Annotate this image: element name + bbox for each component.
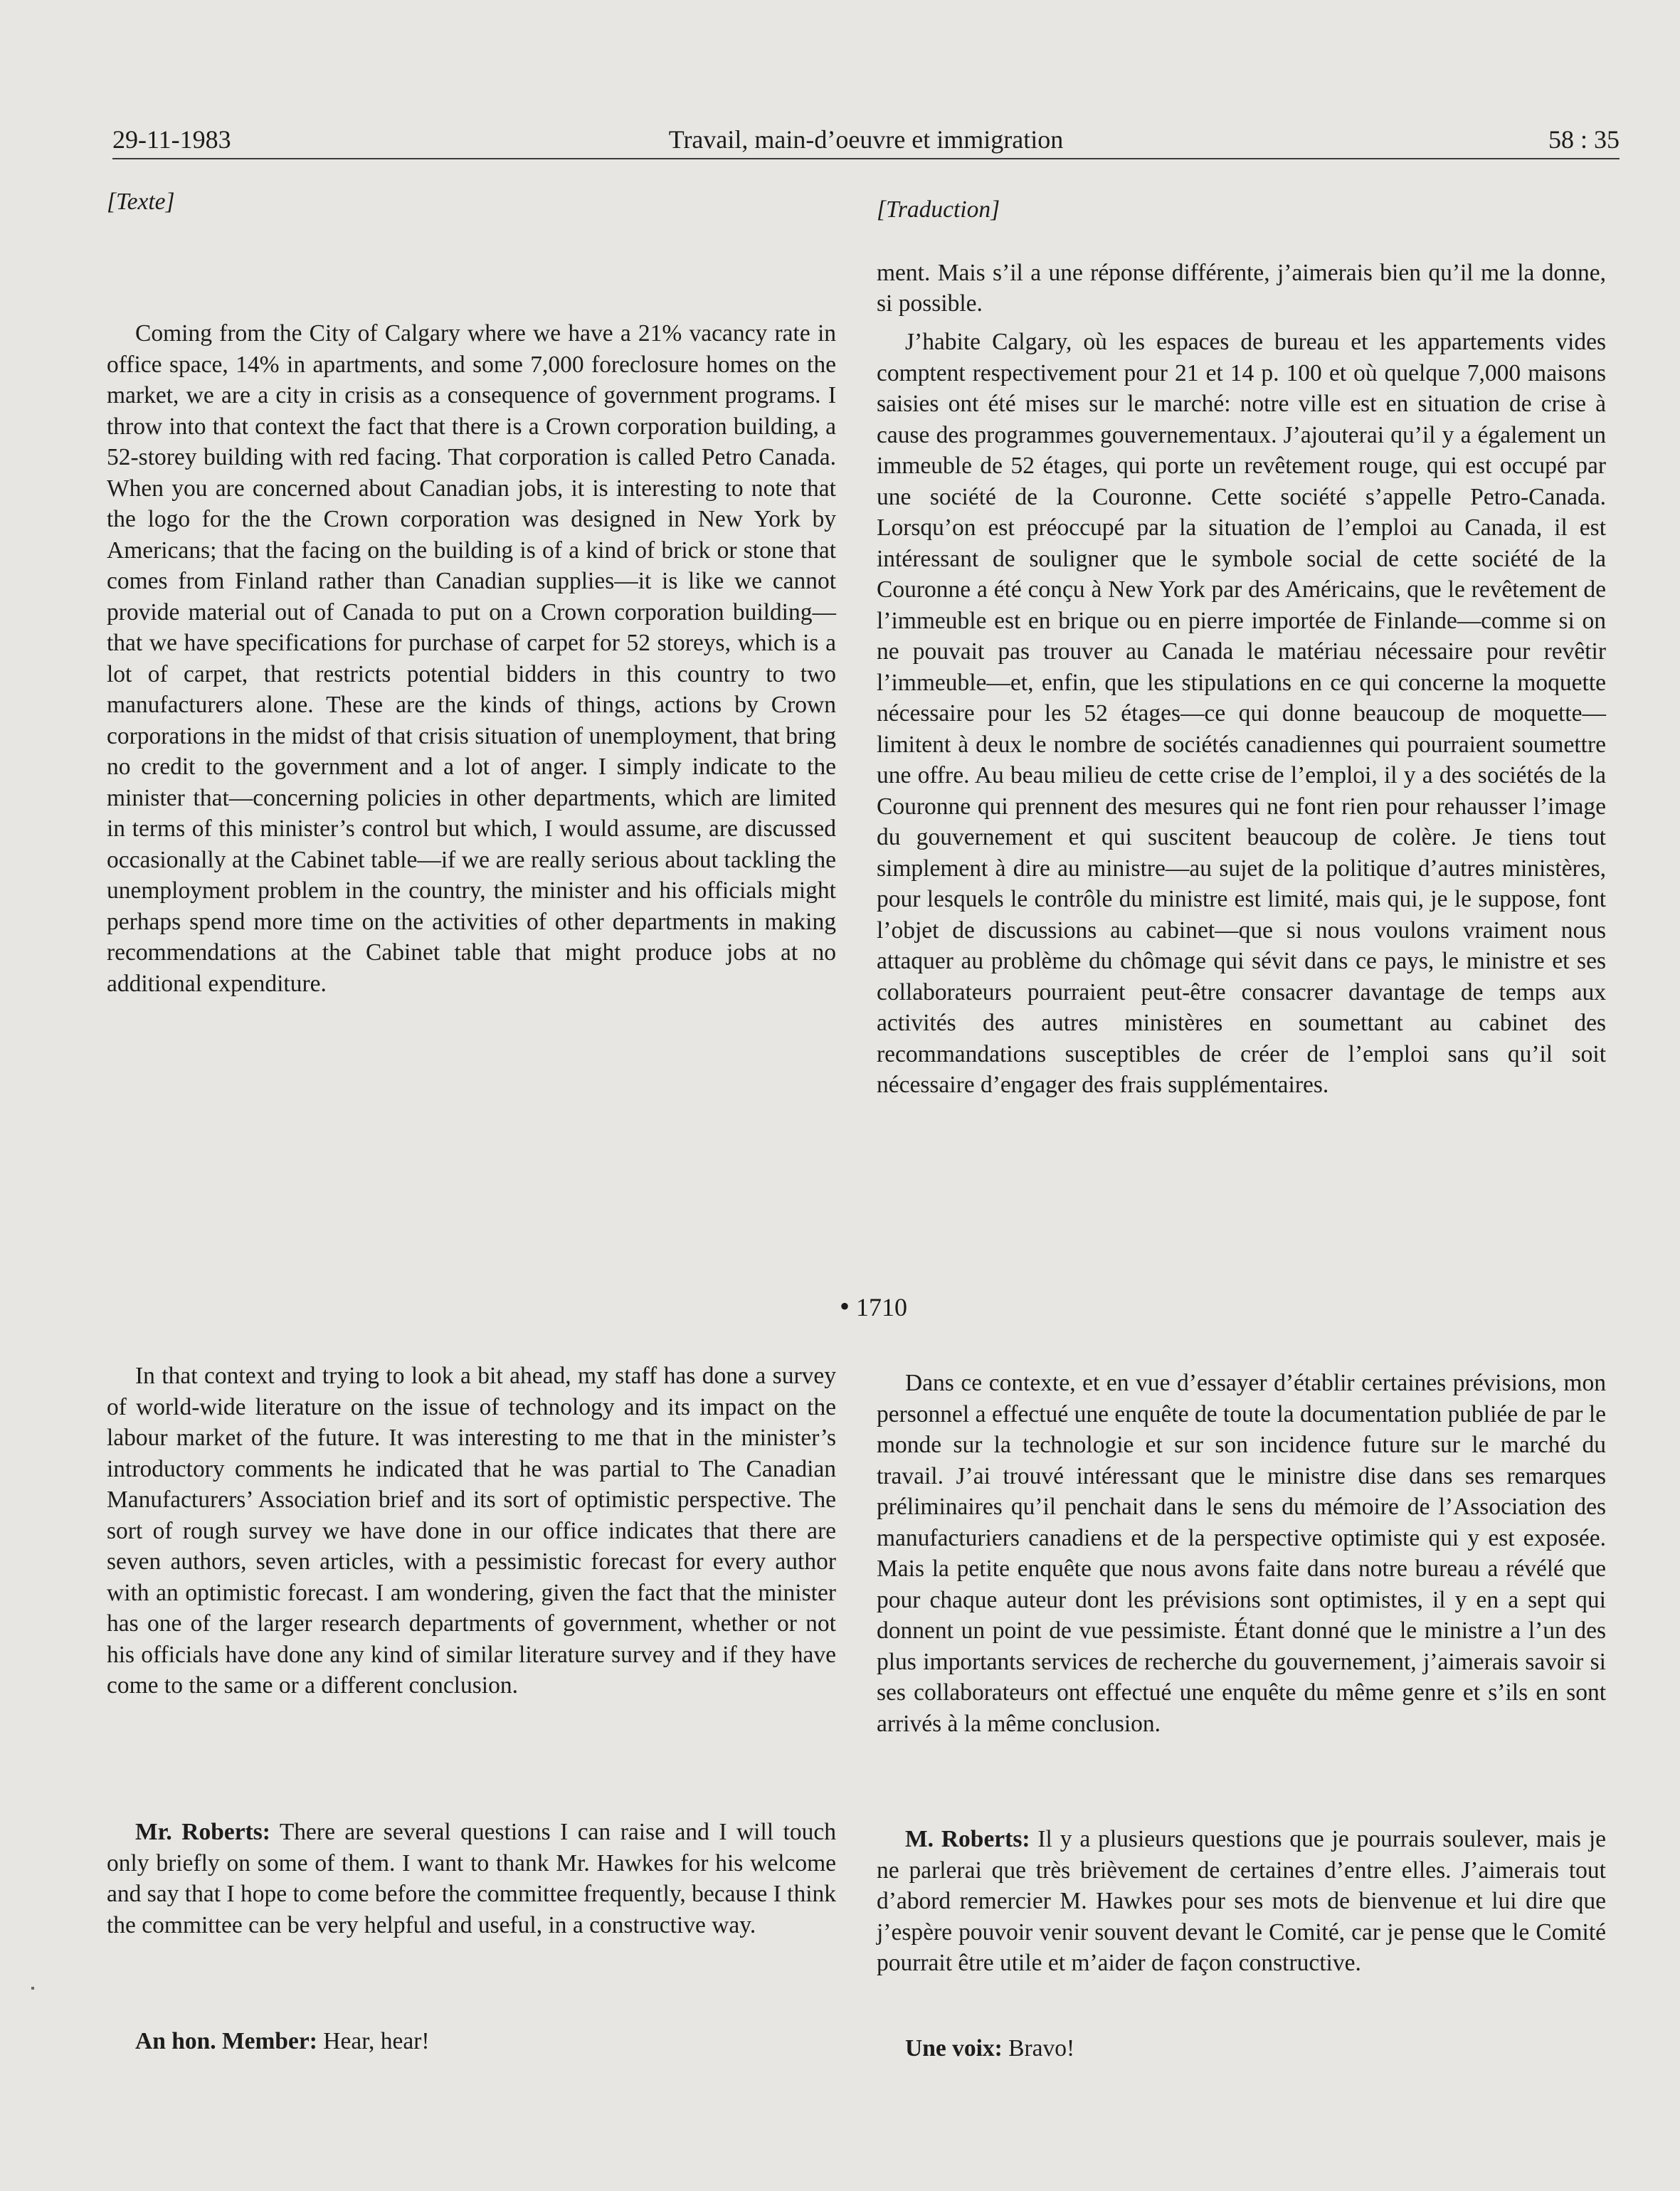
speaker-text: Hear, hear! <box>323 2028 430 2054</box>
header-rule <box>112 158 1620 159</box>
page-header <box>112 121 1620 158</box>
right-column-label: [Traduction] <box>877 196 1000 223</box>
left-paragraph-2: In that context and trying to look a bit ahead, my staff has done a survey of world-wide literature on the issue of technology and its impact on the labour market of the future. It was interesting to me that in the minister’s introductory comments he indicated that he was partial to The Canadian Manufacturers’ Association brief and its sort of optimistic perspective. The sort of rough survey we have done in our office indicates that there are seven authors, seven articles, with a pessimistic forecast for every author with an optimistic forecast. I am wondering, given the fact that the minister has one of the larger research departments of government, whether or not his officials have done any kind of similar literature survey and if they have come to the same or a different conclusion. <box>107 1363 836 1699</box>
header-page-number: 58 : 35 <box>1548 125 1620 154</box>
left-speaker-1-paragraph <box>107 1817 836 1941</box>
margin-mark <box>31 1987 34 1990</box>
right-speaker-2-paragraph <box>877 2033 1606 2064</box>
bullet-icon: • <box>839 1290 850 1322</box>
left-paragraph-1: Coming from the City of Calgary where we have a 21% vacancy rate in office space, 14% in apartments, and some 7,000 foreclosure homes on the market, we are a city in crisis as a consequence of government programs. I throw into that context the fact that there is a Crown corporation building, a 52-storey building with red facing. That corporation is called Petro Canada. When you are concerned about Canadian jobs, it is interesting to note that the logo for the the Crown corporation was designed in New York by Americans; that the facing on the building is of a kind of brick or stone that comes from Finland rather than Canadian supplies—it is like we cannot provide material out of Canada to put on a Crown corporation building—that we have specifications for purchase of carpet for 52 storeys, which is a lot of carpet, that restricts potential bidders in this country to two manufacturers alone. These are the kinds of things, actions by Crown corporations in the midst of that crisis situation of unemployment, that bring no credit to the government and a lot of anger. I simply indicate to the minister that—concerning policies in other departments, which are limited in terms of this minister’s control but which, I would assume, are discussed occasionally at the Cabinet table—if we are really serious about tackling the unemployment problem in the country, the minister and his officials might perhaps spend more time on the activities of other departments in making recommendations at the Cabinet table that might produce jobs at no additional expenditure. <box>107 320 836 997</box>
right-paragraph-0: ment. Mais s’il a une réponse différente, j’aimerais bien qu’il me la donne, si possible. <box>877 259 1606 317</box>
header-title: Travail, main-d’oeuvre et immigration <box>668 125 1064 154</box>
speaker-name: Mr. Roberts: <box>135 1819 270 1845</box>
speaker-name: An hon. Member: <box>135 2028 317 2054</box>
speaker-name: Une voix: <box>905 2035 1003 2061</box>
speaker-text: Il y a plusieurs questions que je pourrais soulever, mais je ne parlerai que très brièvement de certaines d’entre elles. J’aimerais tout d’abord remercier M. Hawkes pour ses mots de bienvenue et lui dire que j’espère pouvoir venir souvent devant le Comité, car je pense que le Comité pourrait être utile et m’aider de façon constructive. <box>877 1826 1607 1976</box>
time-marker <box>840 1288 907 1326</box>
right-speaker-1-paragraph <box>877 1824 1606 1979</box>
left-speaker-2-paragraph <box>107 2026 836 2057</box>
right-paragraph-2: Dans ce contexte, et en vue d’essayer d’établir certaines prévisions, mon personnel a effectué une enquête de toute la documentation publiée de par le monde sur la technologie et sur son incidence future sur le marché du travail. J’ai trouvé intéressant que le ministre dise dans ses remarques préliminaires qu’il penchait dans le sens du mémoire de l’Association des manufacturiers canadiens et de la perspective optimiste qui y est exposée. Mais la petite enquête que nous avons faite dans notre bureau a révélé que pour chaque auteur dont les prévisions sont optimistes, il y en a sept qui donnent un point de vue pessimiste. Étant donné que le ministre a l’un des plus importants services de recherche du gouvernement, j’aimerais savoir si ses collaborateurs ont effectué une enquête du même genre et s’ils en sont arrivés à la même conclusion. <box>877 1370 1606 1737</box>
left-column-label: [Texte] <box>107 189 175 215</box>
speaker-text: There are several questions I can raise and I will touch only briefly on some of them. I want to thank Mr. Hawkes for his welcome and say that I hope to come before the committee frequently, because I think the committee can be very helpful and useful, in a constructive way. <box>107 1819 836 1938</box>
time-marker-value: 1710 <box>856 1293 907 1321</box>
speaker-text: Bravo! <box>1008 2035 1075 2061</box>
right-paragraph-1: J’habite Calgary, où les espaces de bureau et les appartements vides comptent respectivement pour 21 et 14 p. 100 et où quelque 7,000 maisons saisies ont été mises sur le marché: notre ville est en situation de crise à cause des programmes gouvernementaux. J’ajouterai qu’il y a également un immeuble de 52 étages, qui porte un revêtement rouge, qui est occupé par une société de la Couronne. Cette société s’appelle Petro-Canada. Lorsqu’on est préoccupé par la situation de l’emploi au Canada, il est intéressant de souligner que le symbole social de cette société de la Couronne a été conçu à New York par des Américains, que le revêtement de l’immeuble est en brique ou en pierre importée de Finlande—comme si on ne pouvait pas trouver au Canada le matériau nécessaire pour revêtir l’immeuble—et, enfin, que les stipulations en ce qui concerne la moquette nécessaire pour les 52 étages—ce qui donne beaucoup de moquette—limitent à deux le nombre de sociétés canadiennes qui pourraient soumettre une offre. Au beau milieu de cette crise de l’emploi, il y a des sociétés de la Couronne qui prennent des mesures qui ne font rien pour rehausser l’image du gouvernement et qui suscitent beaucoup de colère. Je tiens tout simplement à dire au ministre—au sujet de la politique d’autres ministères, pour lesquels le contrôle du ministre est limité, mais qui, je le suppose, font l’objet de discussions au cabinet—que si nous voulons vraiment nous attaquer au problème du chômage qui sévit dans ce pays, le ministre et ses collaborateurs pourraient peut-être consacrer davantage de temps aux activités des autres ministères en soumettant au cabinet des recommandations susceptibles de créer de l’emploi sans qu’il soit nécessaire d’engager des frais supplémentaires. <box>877 329 1606 1098</box>
speaker-name: M. Roberts: <box>905 1826 1030 1852</box>
header-date: 29-11-1983 <box>112 125 231 154</box>
